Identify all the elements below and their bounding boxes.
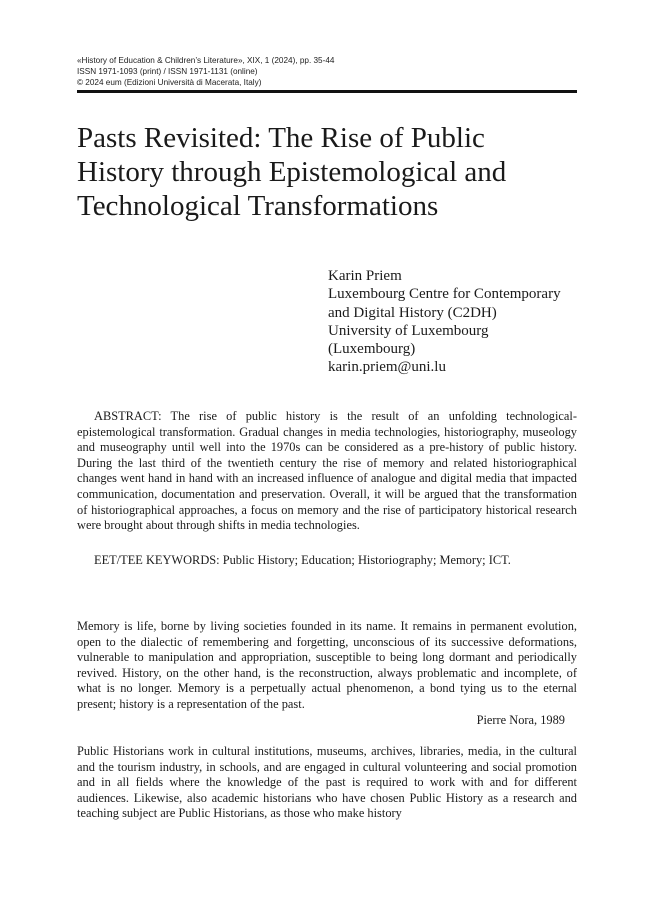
abstract: [77, 409, 577, 534]
title-line: History through Epistemological and: [77, 156, 507, 188]
author-email[interactable]: karin.priem@uni.lu: [328, 359, 446, 376]
copyright-line: © 2024 eum (Edizioni Università di Macerata, Italy): [77, 78, 262, 87]
abstract-text: ABSTRACT: The rise of public history is the result of an unfolding technological-epistemological transformation. Gradual changes in media technologies, historiography, museology and museography until well into the 1970s can be considered as a pre-history of public history. During the last third of the twentieth century the rise of memory and related historiographical changes went hand in hand with an increased influence of analogue and digital media that impacted communication, documentation and preservation. Overall, it will be argued that the transformation of historiographical approaches, a focus on memory and the rise of participatory historical research were brought about through shifts in media technologies.: [77, 409, 577, 533]
body-paragraph: Public Historians work in cultural institutions, museums, archives, libraries, media, in the cultural and the tourism industry, in schools, and are engaged in cultural volunteering and social promotion and in all fields where the knowledge of the past is required to work with and for different audiences. Likewise, also academic historians who have chosen Public History as a research and teaching subject are Public Historians, as those who make history: [77, 744, 577, 821]
epigraph-attribution: Pierre Nora, 1989: [476, 713, 565, 727]
title-line: Technological Transformations: [77, 190, 439, 222]
journal-header: [77, 55, 577, 88]
article-title: [77, 121, 597, 223]
affiliation-line: University of Luxembourg: [328, 322, 489, 339]
affiliation-line: and Digital History (C2DH): [328, 304, 497, 321]
keywords: EET/TEE KEYWORDS: Public History; Education; Historiography; Memory; ICT.: [94, 553, 511, 567]
affiliation-line: (Luxembourg): [328, 341, 416, 358]
issn-line: ISSN 1971-1093 (print) / ISSN 1971-1131 (online): [77, 67, 258, 76]
epigraph-quote: Memory is life, borne by living societies founded in its name. It remains in permanent evolution, open to the dialectic of remembering and forgetting, unconscious of its successive deformations, vulnerable to manipulation and appropriation, susceptible to being long dormant and periodically revived. History, on the other hand, is the reconstruction, always problematic and incomplete, of what is no longer. Memory is a perpetually actual phenomenon, a bond tying us to the eternal present; history is a representation of the past.: [77, 619, 577, 711]
title-line: Pasts Revisited: The Rise of Public: [77, 122, 485, 154]
author-name: Karin Priem: [328, 268, 402, 284]
author-block: [328, 267, 588, 377]
journal-citation-line: «History of Education & Children’s Literature», XIX, 1 (2024), pp. 35-44: [77, 56, 335, 65]
header-divider: [77, 90, 577, 93]
affiliation-line: Luxembourg Centre for Contemporary: [328, 286, 561, 303]
body-text: [77, 744, 577, 822]
